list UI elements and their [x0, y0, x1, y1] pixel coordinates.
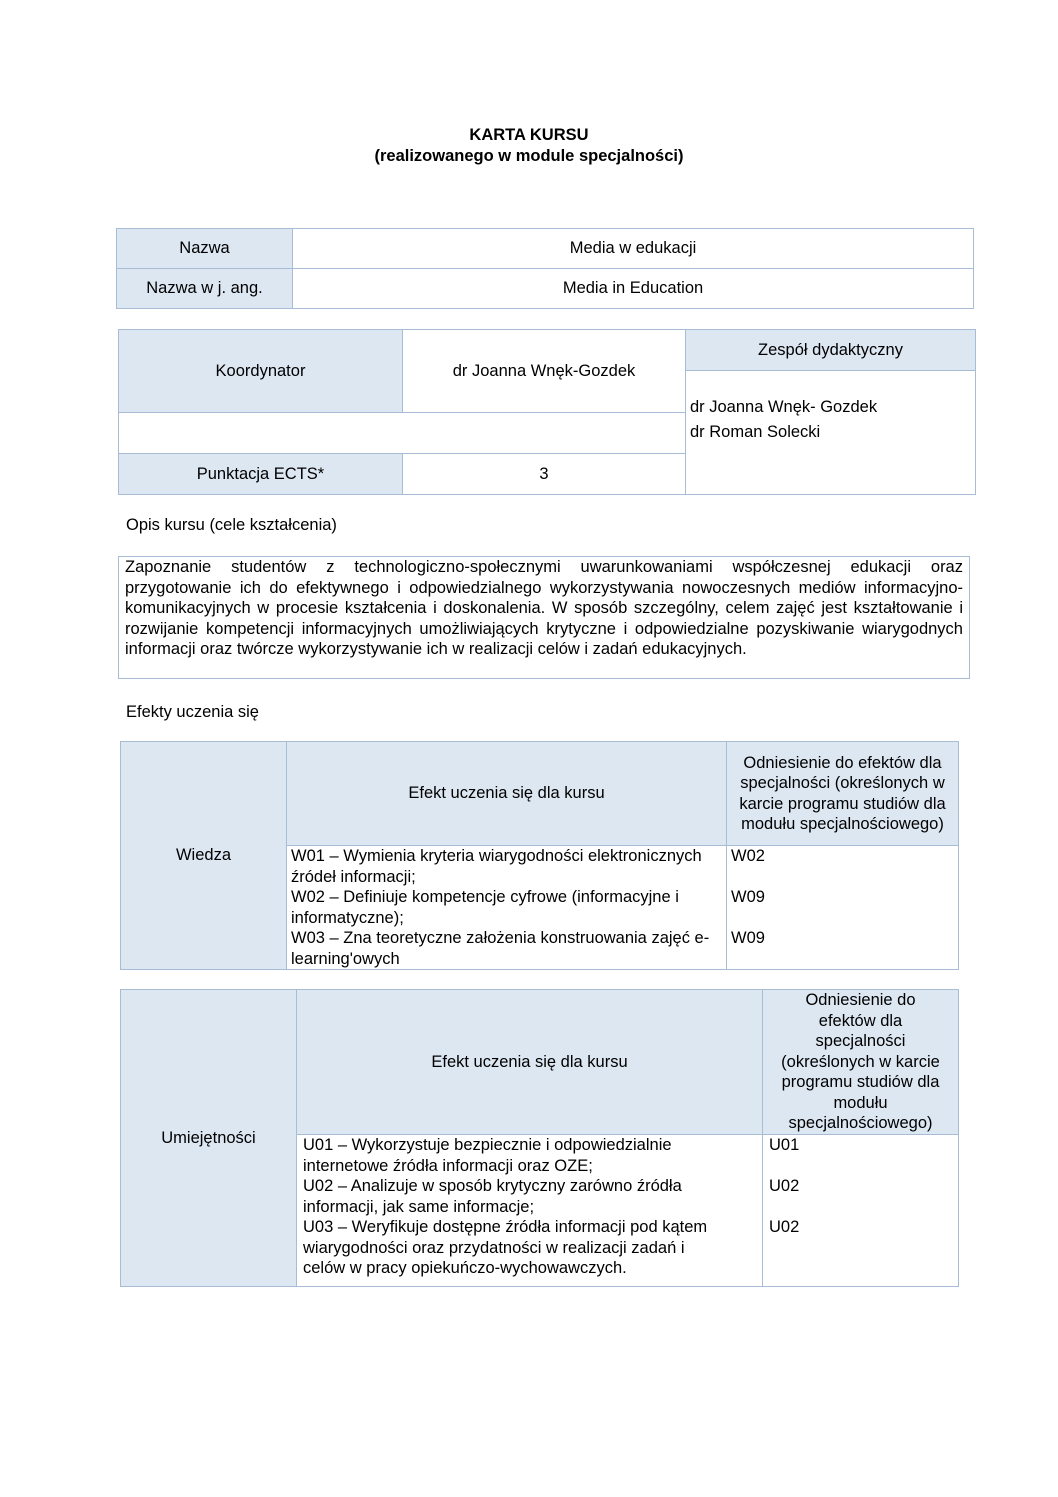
name-label: Nazwa [117, 229, 293, 269]
skills-ref: U02 [769, 1218, 800, 1236]
staff-table [118, 329, 976, 495]
description-text: Zapoznanie studentów z technologiczno-społecznymi uwarunkowaniami współczesnej edukacji oraz przygotowanie ich do efektywnego i odpowiedzialnego wykorzystywania nowoczesnych mediów informacyjno-komunikacyjnych w procesie kształcenia i doskonalenia. W sposób szczególny, celem zajęć jest kształtowanie i rozwijanie kompetencji informacyjnych umożliwiających krytyczne i odpowiedzialne pozyskiwanie wiarygodnych informacji oraz twórcze wykorzystywanie ich w realizacji celów i zadań edukacyjnych. [118, 556, 970, 679]
knowledge-effect: W02 – Definiuje kompetencje cyfrowe (informacyjne i informatyczne); [291, 888, 679, 927]
spacer-cell [119, 413, 686, 454]
knowledge-effects-cell [287, 846, 727, 970]
skills-category: Umiejętności [121, 990, 297, 1287]
skills-effect: U01 – Wykorzystuje bezpiecznie i odpowiedzialnie internetowe źródła informacji oraz OZE; [303, 1136, 672, 1175]
knowledge-ref: W02 [731, 847, 765, 865]
skills-table [120, 989, 959, 1287]
knowledge-ref: W09 [731, 929, 765, 947]
ects-label: Punktacja ECTS* [119, 454, 403, 495]
name-value: Media w edukacji [293, 229, 974, 269]
page-subtitle: (realizowanego w module specjalności) [374, 147, 684, 165]
skills-ref: U02 [769, 1177, 800, 1195]
team-label: Zespół dydaktyczny [686, 330, 976, 371]
knowledge-table [120, 741, 959, 970]
skills-refs-cell [763, 1135, 959, 1287]
skills-effect: U03 – Weryfikuje dostępne źródła informacji pod kątem wiarygodności oraz przydatności w realizacji zadań i celów w pracy opiekuńczo-wychowawczych. [303, 1218, 708, 1277]
name-en-label: Nazwa w j. ang. [117, 269, 293, 309]
skills-col-reference: Odniesienie do efektów dla specjalności (określonych w karcie programu studiów dla modułu specjalnościowego) [763, 990, 959, 1135]
knowledge-refs-cell [727, 846, 959, 970]
team-members [686, 371, 976, 495]
coordinator-label: Koordynator [119, 330, 403, 413]
skills-ref: U01 [769, 1136, 800, 1154]
skills-col-effect: Efekt uczenia się dla kursu [297, 990, 763, 1135]
ects-value: 3 [403, 454, 686, 495]
coordinator-value: dr Joanna Wnęk-Gozdek [403, 330, 686, 413]
knowledge-col-reference: Odniesienie do efektów dla specjalności (określonych w karcie programu studiów dla modułu specjalnościowego) [727, 742, 959, 846]
knowledge-col-effect: Efekt uczenia się dla kursu [287, 742, 727, 846]
outcomes-heading: Efekty uczenia się [126, 703, 259, 721]
skills-effect: U02 – Analizuje w sposób krytyczny zarówno źródła informacji, jak same informacje; [303, 1177, 682, 1216]
course-name-table [116, 228, 974, 309]
page-title: KARTA KURSU [469, 126, 589, 144]
skills-effects-cell [297, 1135, 763, 1287]
knowledge-effect: W03 – Zna teoretyczne założenia konstruowania zajęć e-learning'owych [291, 929, 710, 968]
name-en-value: Media in Education [293, 269, 974, 309]
knowledge-effect: W01 – Wymienia kryteria wiarygodności elektronicznych źródeł informacji; [291, 847, 702, 886]
knowledge-category: Wiedza [121, 742, 287, 970]
team-member: dr Roman Solecki [690, 423, 821, 441]
description-heading: Opis kursu (cele kształcenia) [126, 516, 337, 534]
team-member: dr Joanna Wnęk- Gozdek [690, 398, 878, 416]
knowledge-ref: W09 [731, 888, 765, 906]
